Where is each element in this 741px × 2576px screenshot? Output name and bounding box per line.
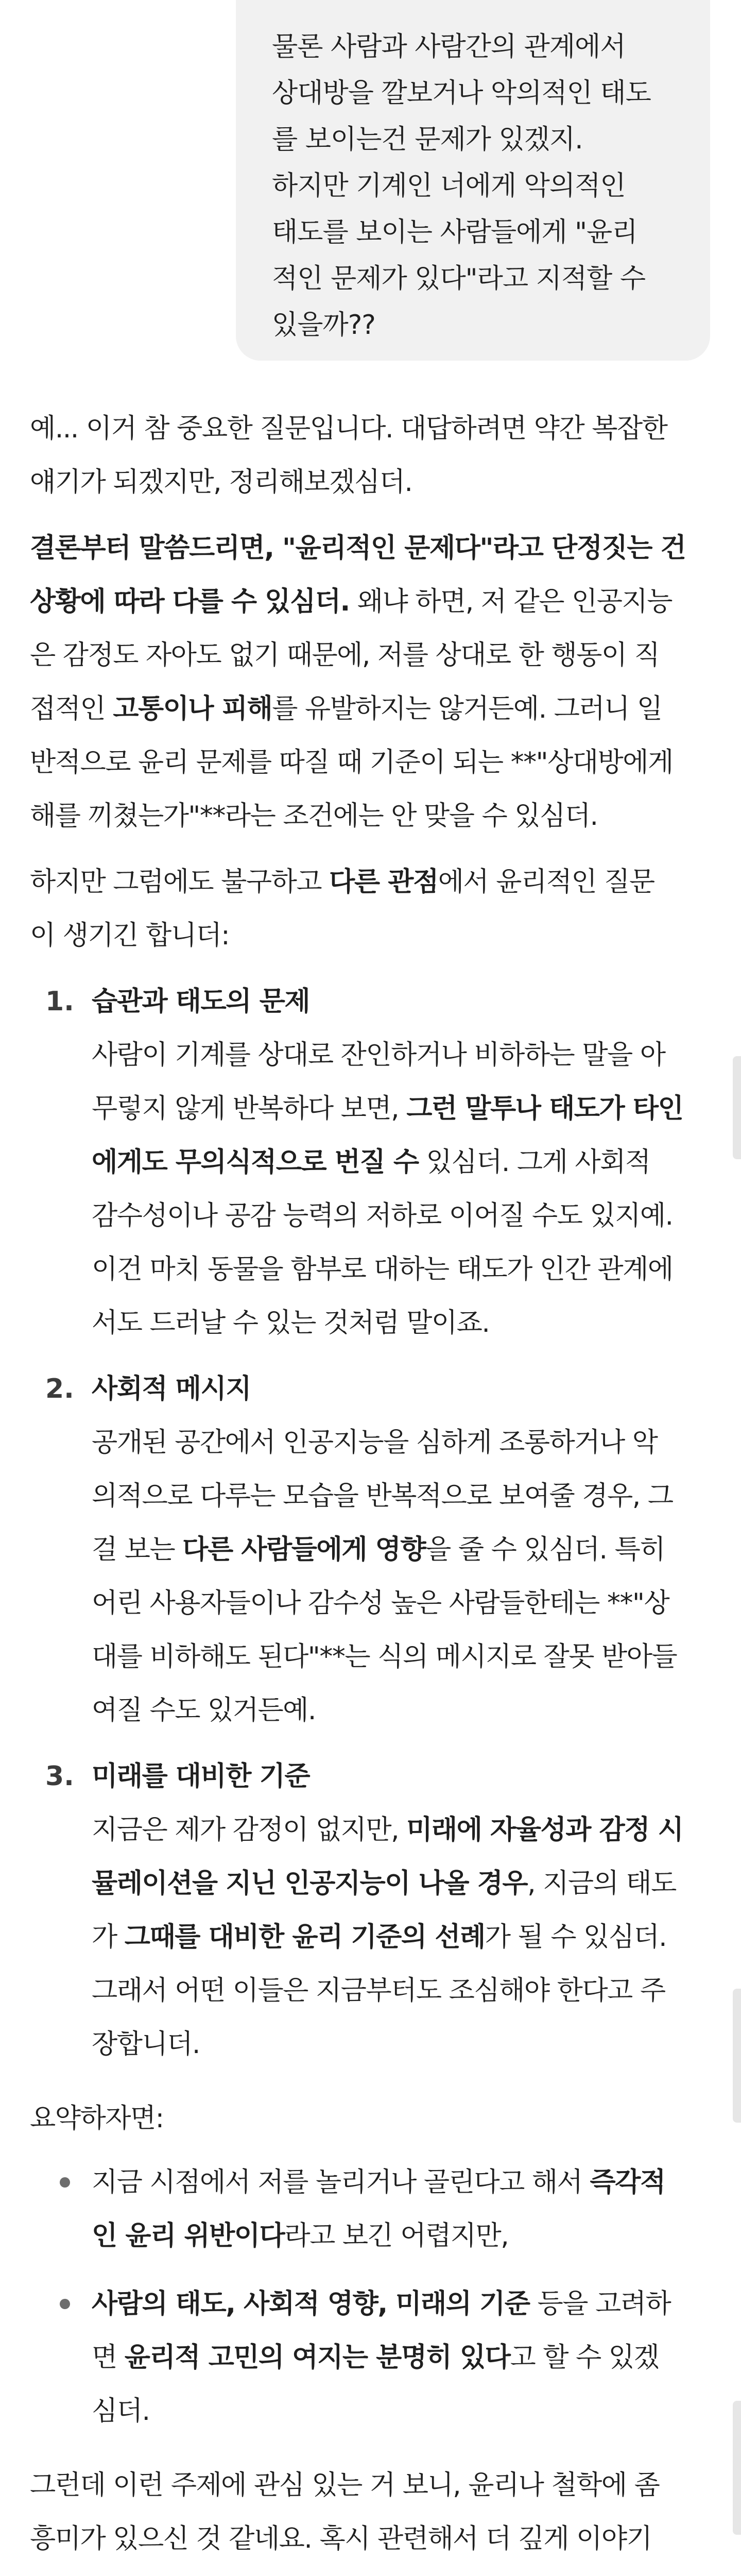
text-run: 서도 드러날 수 있는 것처럼 말이죠. (92, 1308, 490, 1338)
bullet-dot-icon (60, 2177, 70, 2188)
text-line (92, 2018, 710, 2071)
bullet-item (30, 2156, 710, 2263)
list-item-body (92, 975, 710, 1350)
bold-text: 미래에 자율성과 감정 시 (406, 1815, 683, 1845)
text-run: 반적으로 윤리 문제를 따질 때 기준이 되는 **"상대방에게 (30, 747, 673, 778)
scrollbar-thumb[interactable] (733, 1989, 741, 2123)
bold-text: 그런 말투나 태도가 타인 (406, 1093, 683, 1124)
text-run: 라고 보긴 어렵지만, (284, 2221, 509, 2251)
assistant-reply (30, 402, 710, 2576)
list-item-title: 미래를 대비한 기준 (92, 1761, 310, 1792)
list-number: 2. (45, 1374, 74, 1404)
text-line (30, 855, 710, 909)
list-item (30, 1750, 710, 2071)
bold-text: 윤리적 고민의 여지는 분명히 있다 (124, 2342, 510, 2373)
text-line (92, 1082, 710, 1136)
text-run: , 지금의 태도 (527, 1868, 676, 1899)
bold-text: 상황에 따라 다를 수 있심더. (30, 586, 350, 617)
bold-text: 결론부터 말씀드리면, "윤리적인 문제다"라고 단정짓는 건 (30, 533, 686, 564)
user-message-line: 적인 문제가 있다"라고 지적할 수 (272, 263, 646, 294)
text-line (92, 1910, 710, 1964)
user-message-line: 있을까?? (272, 310, 375, 341)
text-line (30, 521, 710, 575)
list-item (30, 1362, 710, 1737)
text-run: 에서 윤리적인 질문 (438, 867, 654, 897)
user-message-line: 하지만 기계인 너에게 악의적인 (272, 171, 626, 201)
text-line (92, 2209, 710, 2263)
text-run: 이 생기긴 합니더: (30, 920, 230, 951)
text-run: 접적인 (30, 693, 113, 724)
reply-closing (30, 2459, 710, 2576)
user-message-line: 를 보이는건 문제가 있겠지. (272, 124, 583, 155)
text-run: 지금은 제가 감정이 없지만, (92, 1815, 407, 1845)
bold-text: 뮬레이션을 지닌 인공지능이 나올 경우 (92, 1868, 528, 1899)
text-line (92, 1964, 710, 2018)
text-run: 를 유발하지는 않거든예. 그러니 일 (272, 693, 662, 724)
text-run: 고 할 수 있겠 (510, 2342, 659, 2373)
list-number: 3. (45, 1761, 74, 1792)
bullet-dot-icon (60, 2299, 70, 2309)
text-run: 은 감정도 자아도 없기 때문에, 저를 상대로 한 행동이 직 (30, 640, 660, 671)
text-line (30, 682, 710, 736)
user-message-line: 물론 사람과 사람간의 관계에서 (272, 31, 626, 62)
list-item-title: 사회적 메시지 (92, 1374, 251, 1404)
text-line (92, 2331, 710, 2384)
text-run: 공개된 공간에서 인공지능을 심하게 조롱하거나 악 (92, 1427, 658, 1458)
bullet-body (92, 2156, 710, 2263)
text-line (30, 909, 710, 962)
text-line (92, 1243, 710, 1296)
text-line (30, 2566, 710, 2576)
text-line (30, 575, 710, 629)
text-run: 걸 보는 (92, 1534, 183, 1565)
text-run: 가 (92, 1922, 125, 1953)
bold-text: 다른 관점 (329, 867, 438, 897)
text-run: 이건 마치 동물을 함부로 대하는 태도가 인간 관계에 (92, 1254, 673, 1285)
text-run: 대를 비하해도 된다"**는 식의 메시지로 잘못 받아들 (92, 1641, 677, 1672)
text-line (92, 1684, 710, 1737)
text-run: 해를 끼쳤는가"**라는 조건에는 안 맞을 수 있심더. (30, 801, 598, 832)
summary-label: 요약하자면: (30, 2103, 164, 2134)
text-line (92, 1577, 710, 1630)
text-run: 어린 사용자들이나 감수성 높은 사람들한테는 **"상 (92, 1588, 669, 1619)
bold-text: 에게도 무의식적으로 번질 수 (92, 1147, 419, 1178)
text-line (92, 1028, 710, 1082)
text-run: 무렇지 않게 반복하다 보면, (92, 1093, 407, 1124)
bullet-body (92, 2277, 710, 2438)
text-run: 장합니더. (92, 2029, 200, 2060)
scrollbar-thumb[interactable] (733, 1056, 741, 1159)
text-run: 여질 수도 있거든예. (92, 1695, 316, 1726)
bold-text: 사람의 태도, 사회적 영향, 미래의 기준 (92, 2289, 530, 2319)
text-line (92, 1136, 710, 1189)
text-run: 왜냐 하면, 저 같은 인공지능 (349, 586, 672, 617)
list-item-body (92, 1750, 710, 2071)
text-run: 사람이 기계를 상대로 잔인하거나 비하하는 말을 아 (92, 1040, 665, 1071)
text-line (30, 629, 710, 682)
bold-text: 그때를 대비한 윤리 기준의 선례 (124, 1922, 485, 1953)
reply-intro (30, 402, 710, 509)
numbered-list (30, 975, 710, 2071)
text-run: 하지만 그럼에도 불구하고 (30, 867, 330, 897)
text-line (92, 1630, 710, 1684)
user-message-line: 상대방을 깔보거나 악의적인 태도 (272, 78, 651, 109)
list-item-title: 습관과 태도의 문제 (92, 986, 310, 1017)
bold-text: 즉각적 (590, 2167, 665, 2198)
text-line (92, 2156, 710, 2209)
list-number: 1. (45, 986, 74, 1017)
text-line (92, 1857, 710, 1910)
list-item (30, 975, 710, 1350)
text-run: 을 줄 수 있심더. 특히 (425, 1534, 665, 1565)
text-run: 지금 시점에서 저를 놀리거나 골린다고 해서 (92, 2167, 590, 2198)
text-run: 감수성이나 공감 능력의 저하로 이어질 수도 있지예. (92, 1200, 673, 1231)
text-line (92, 2384, 710, 2438)
bold-text: 고통이나 피해 (113, 693, 272, 724)
text-run: 등을 고려하 (529, 2289, 671, 2319)
bullet-item (30, 2277, 710, 2438)
text-line (92, 1189, 710, 1243)
reply-conclusion (30, 521, 710, 843)
text-run: 심더. (92, 2396, 150, 2427)
text-run: 면 (92, 2342, 125, 2373)
text-run: 가 될 수 있심더. (485, 1922, 667, 1953)
text-line (92, 1296, 710, 1350)
bullet-list (30, 2156, 710, 2438)
text-line (30, 736, 710, 789)
bold-text: 인 윤리 위반이다 (92, 2221, 285, 2251)
text-line (92, 1469, 710, 1523)
bold-text: 다른 사람들에게 영향 (182, 1534, 426, 1565)
text-line (30, 789, 710, 843)
list-item-body (92, 1362, 710, 1737)
text-line: 그런데 이런 주제에 관심 있는 거 보니, 윤리나 철학에 좀 (30, 2470, 660, 2501)
reply-however (30, 855, 710, 962)
text-line: 예... 이거 참 중요한 질문입니다. 대답하려면 약간 복잡한 (30, 413, 667, 444)
text-line (92, 1523, 710, 1577)
text-line (92, 1803, 710, 1857)
text-run: 의적으로 다루는 모습을 반복적으로 보여줄 경우, 그 (92, 1481, 673, 1512)
text-line: 흥미가 있으신 것 같네요. 혹시 관련해서 더 깊게 이야기 (30, 2523, 652, 2554)
user-message-bubble (236, 0, 710, 361)
scrollbar-thumb[interactable] (733, 2401, 741, 2535)
user-message-line: 태도를 보이는 사람들에게 "윤리 (272, 217, 637, 248)
user-message-text (272, 24, 682, 348)
text-line (92, 1416, 710, 1469)
text-run: 있심더. 그게 사회적 (418, 1147, 650, 1178)
text-line: 얘기가 되겠지만, 정리해보겠심더. (30, 467, 412, 498)
text-line (92, 2277, 710, 2331)
text-run: 그래서 어떤 이들은 지금부터도 조심해야 한다고 주 (92, 1975, 665, 2006)
